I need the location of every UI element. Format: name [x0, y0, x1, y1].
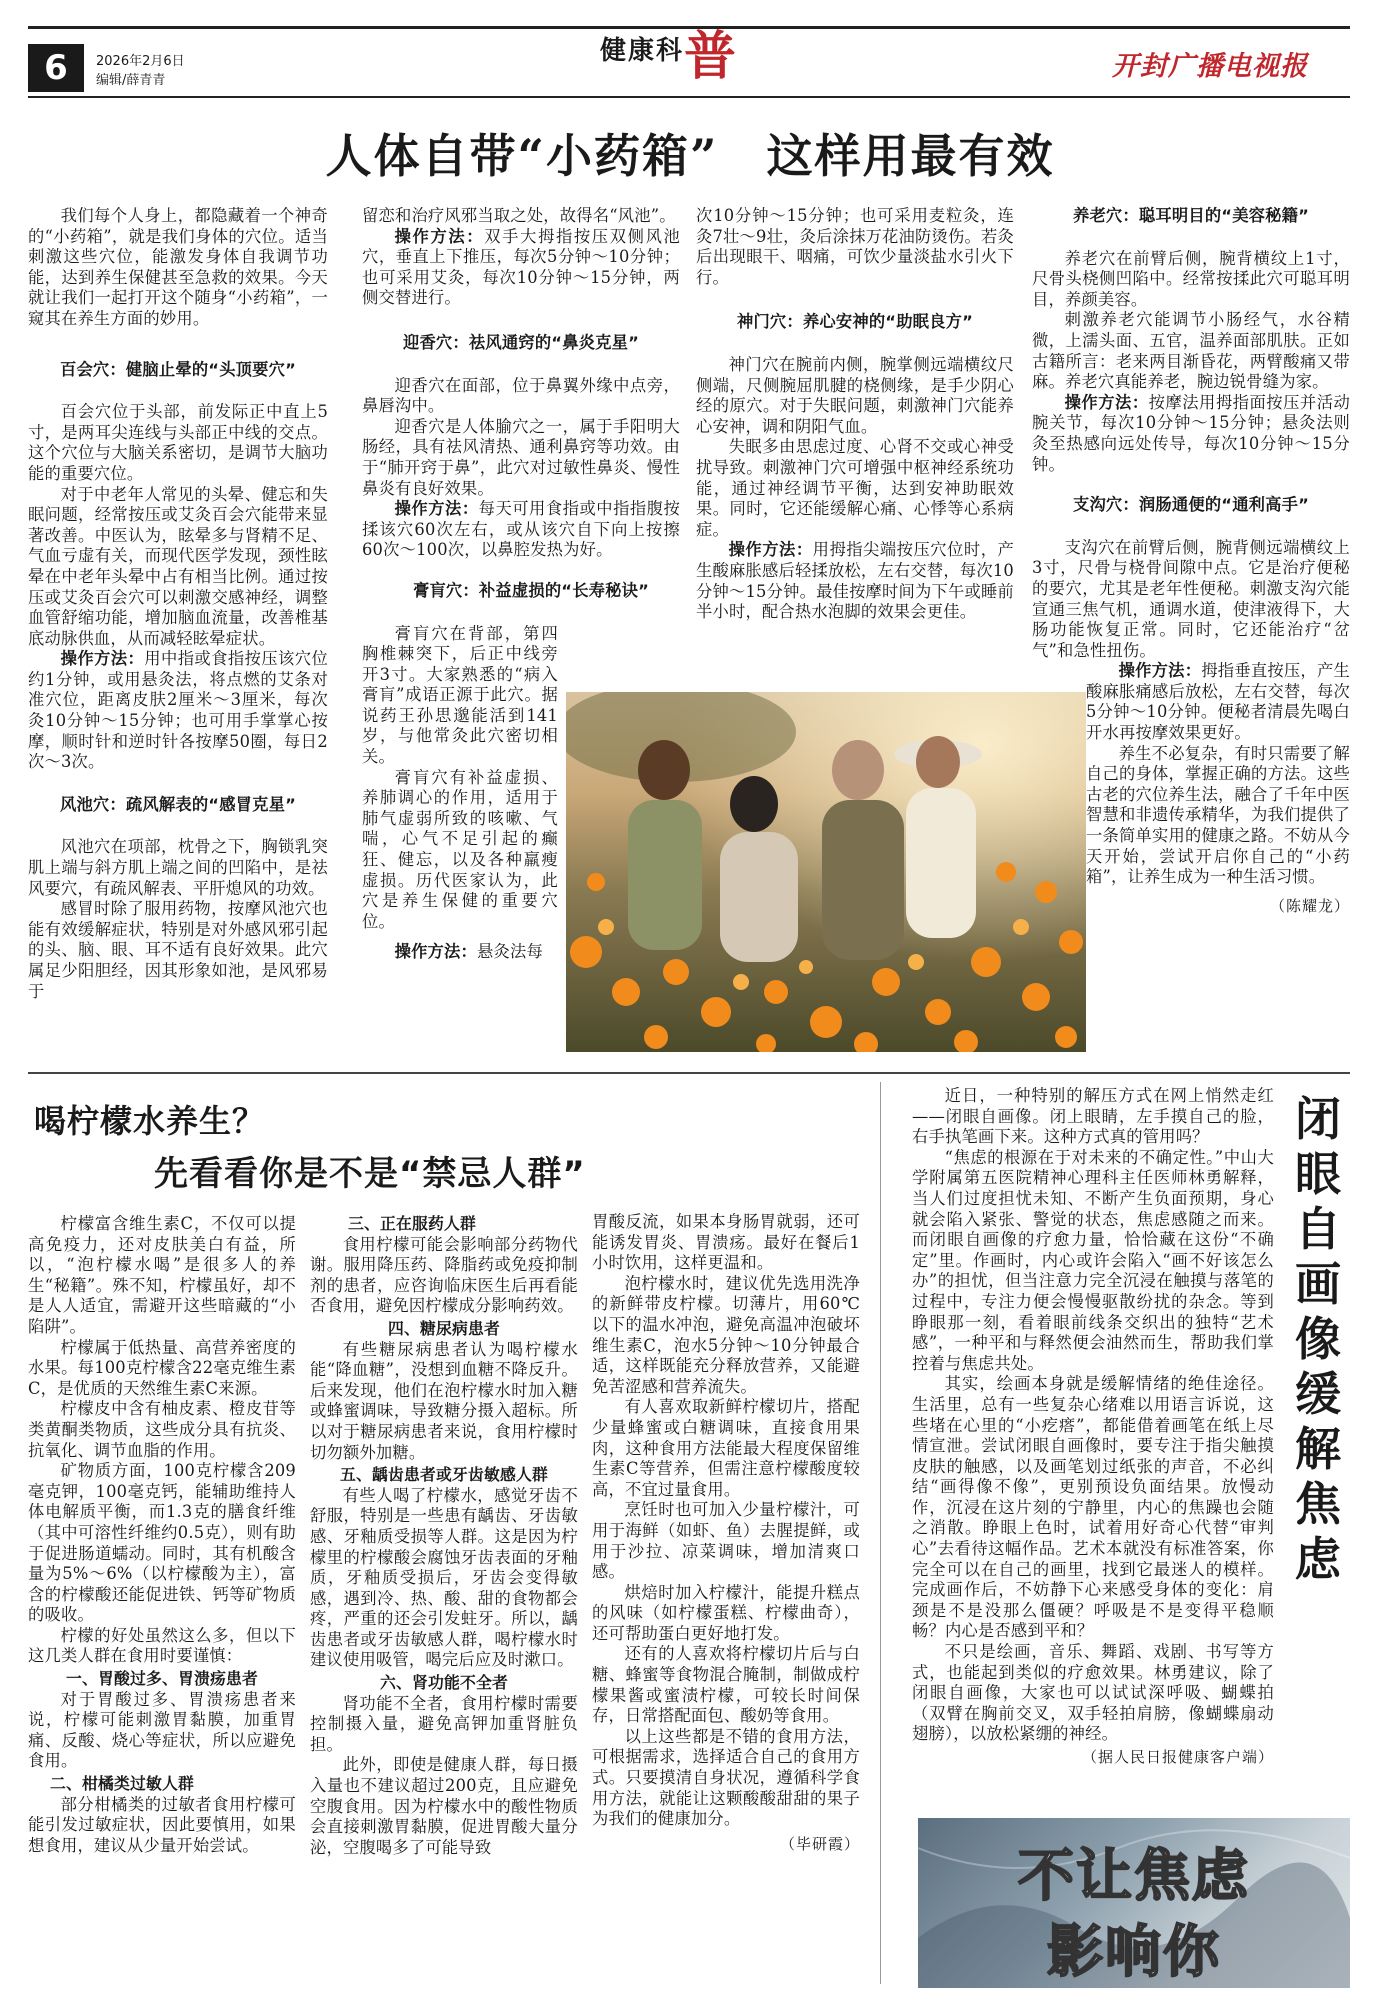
page-header — [0, 0, 1380, 100]
paragraph: 对于胃酸过多、胃溃疡患者来说，柠檬可能刺激胃黏膜，加重胃痛、反酸、烧心等症状，所以应避免食用。 — [28, 1689, 296, 1771]
article2-column-3 — [592, 1212, 860, 1992]
paragraph: 泡柠檬水时，建议优先选用洗净的新鲜带皮柠檬。切薄片，用60℃以下的温水冲泡，避免高温冲泡破坏维生素C，泡水5分钟～10分钟最合适，这样既能充分释放营养，又能避免苦涩感和营养流失。 — [592, 1273, 860, 1396]
paragraph: 柠檬的好处虽然这么多，但以下这几类人群在食用时要谨慎： — [28, 1625, 296, 1666]
operation-label: 操作方法： — [394, 942, 478, 962]
subheading-teeth: 五、龋齿患者或牙齿敏感人群 — [340, 1465, 548, 1485]
paragraph: 迎香穴是人体腧穴之一，属于手阳明大肠经，具有祛风清热、通利鼻窍等功效。由于“肺开窍于鼻”，此穴对过敏性鼻炎、慢性鼻炎有良好效果。 — [362, 416, 680, 498]
header-bottom-rule — [28, 96, 1350, 98]
column-title — [600, 26, 736, 90]
subheading-medication: 三、正在服药人群 — [348, 1214, 476, 1233]
operation-text: 按摩法用拇指面按压并活动腕关节，每次10分钟～15分钟；悬灸法则灸至热感向远处传导，每次10分钟～15分钟。 — [1032, 392, 1350, 474]
operation-paragraph — [362, 499, 680, 561]
operation-text: 悬灸法每 — [477, 942, 543, 962]
paragraph: 柠檬富含维生素C，不仅可以提高免疫力，还对皮肤美白有益，所以，“泡柠檬水喝”是很多人的养生“秘籍”。殊不知，柠檬虽好，却不是人人适宜，需避开这些暗藏的“小陷阱”。 — [28, 1214, 296, 1336]
paragraph: 养老穴在前臂后侧，腕背横纹上1寸，尺骨头桡侧凹陷中。经常按揉此穴可聪耳明目，养颜美容。 — [1032, 248, 1350, 309]
paragraph: 膏肓穴在背部，第四胸椎棘突下，后正中线旁开3寸。大家熟悉的“病入膏肓”成语正源于此穴。据说药王孙思邈能活到141岁，与他常灸此穴密切相关。 — [362, 623, 558, 767]
banner-line-1: 不让焦虑 — [1018, 1844, 1250, 1909]
editor-credit: 编辑/薛青青 — [96, 73, 166, 88]
operation-label: 操作方法： — [1118, 661, 1202, 681]
operation-text: 双手大拇指按压双侧风池穴，垂直上下推压，每次5分钟～10分钟；也可采用艾灸，每次10分钟～15分钟，两侧交替进行。 — [362, 226, 680, 308]
paragraph: 近日，一种特别的解压方式在网上悄然走红——闭眼自画像。闭上眼睛，左手摸自己的脸，右手执笔画下来。这种方式真的管用吗？ — [912, 1086, 1274, 1147]
article2-headline-1: 喝柠檬水养生？ — [34, 1102, 266, 1140]
paragraph: 此外，即使是健康人群，每日摄入量也不建议超过200克，且应避免空腹食用。因为柠檬水中的酸性物质会直接刺激胃黏膜，促进胃酸大量分泌，空腹喝多了可能导致 — [310, 1755, 578, 1857]
paragraph: 迎香穴在面部，位于鼻翼外缘中点旁，鼻唇沟中。 — [362, 375, 680, 416]
family-photo — [566, 692, 1086, 1052]
paragraph: 风池穴在项部，枕骨之下，胸锁乳突肌上端与斜方肌上端之间的凹陷中，是祛风要穴，有疏风解表、平肝熄风的功效。 — [28, 837, 328, 898]
article1-byline: （陈耀龙） — [1269, 896, 1350, 915]
paragraph: 我们每个人身上，都隐藏着一个神奇的“小药箱”，就是我们身体的穴位。适当刺激这些穴位，能激发身体自我调节功能，达到养生保健甚至急救的效果。今天就让我们一起打开这个随身“小药箱”，一窥其在养生方面的妙用。 — [28, 206, 328, 328]
anxiety-banner — [918, 1818, 1350, 1988]
subheading-stomach: 一、胃酸过多、胃溃疡患者 — [66, 1669, 258, 1689]
subheading-baihui: 百会穴：健脑止晕的“头顶要穴” — [59, 359, 297, 379]
article2-column-1 — [28, 1214, 296, 1994]
paragraph: 不只是绘画，音乐、舞蹈、戏剧、书写等方式，也能起到类似的疗愈效果。林勇建议，除了闭眼自画像，大家也可以试试深呼吸、蝴蝶拍（双臂在胸前交叉，双手轻拍肩膀，像蝴蝶扇动翅膀），以放松紧绷的神经。 — [912, 1642, 1274, 1744]
paragraph: 部分柑橘类的过敏者食用柠檬可能引发过敏症状，因此要慎用，如果想食用，建议从少量开始尝试。 — [28, 1794, 296, 1855]
operation-paragraph — [28, 649, 328, 773]
paragraph: 食用柠檬可能会影响部分药物代谢。服用降压药、降脂药或免疫抑制剂的患者，应咨询临床医生后再看能否食用，避免因柠檬成分影响药效。 — [310, 1234, 578, 1316]
subheading-diabetes: 四、糖尿病患者 — [388, 1318, 500, 1338]
operation-label: 操作方法： — [394, 499, 479, 519]
paragraph: 失眠多由思虑过度、心肾不交或心神受扰导致。刺激神门穴可增强中枢神经系统功能，通过神经调节平衡，达到安神助眠效果。同时，它还能缓解心痛、心悸等心系病症。 — [696, 437, 1014, 539]
page-number: 6 — [44, 48, 68, 88]
subheading-shenmen: 神门穴：养心安神的“助眠良方” — [736, 312, 974, 332]
paragraph: 有些人喝了柠檬水，感觉牙齿不舒服，特别是一些患有龋齿、牙齿敏感、牙釉质受损等人群。这是因为柠檬里的柠檬酸会腐蚀牙齿表面的牙釉质，牙釉质受损后，牙齿会变得敏感，遇到冷、热、酸、甜的食物都会疼，严重的还会引发蛀牙。所以，龋齿患者或牙齿敏感人群，喝柠檬水时建议使用吸管，喝完后应及时漱口。 — [310, 1485, 578, 1670]
subheading-kidney: 六、肾功能不全者 — [380, 1673, 508, 1693]
subheading-allergy: 二、柑橘类过敏人群 — [50, 1774, 194, 1794]
paragraph: 肾功能不全者，食用柠檬时需要控制摄入量，避免高钾加重肾脏负担。 — [310, 1693, 578, 1754]
subheading-fengchi: 风池穴：疏风解表的“感冒克星” — [59, 794, 297, 814]
paragraph: “焦虑的根源在于对未来的不确定性。”中山大学附属第五医院精神心理科主任医师林勇解释，当人们过度担忧未知、不断产生负面预期，身心就会陷入紧张、警觉的状态，焦虑感随之而来。而闭眼自画像的疗愈力量，恰恰藏在这份“不确定”里。作画时，内心或许会陷入“画不好该怎么办”的担忧，但当注意力完全沉浸在触摸与落笔的过程中，专注力便会慢慢驱散纷扰的杂念。等到睁眼那一刻，看着眼前线条交织出的独特“艺术感”，一种平和与释然便会油然而生，帮助我们掌控着与焦虑共处。 — [912, 1147, 1274, 1373]
paragraph: 矿物质方面，100克柠檬含209毫克钾，100毫克钙，能辅助维持人体电解质平衡，而1.3克的膳食纤维（其中可溶性纤维约0.5克），则有助于促进肠道蠕动。同时，其有机酸含量为5%～6%（以柠檬酸为主），富含的柠檬酸还能促进铁、钙等矿物质的吸收。 — [28, 1461, 296, 1625]
paragraph: 感冒时除了服用药物，按摩风池穴也能有效缓解症状，特别是对外感风邪引起的头、脑、眼、耳不适有良好效果。此穴属足少阳胆经，因其形象如池，是风邪易于 — [28, 899, 328, 1001]
article3-divider — [880, 1082, 881, 1984]
operation-paragraph — [1032, 393, 1350, 475]
paragraph: 有人喜欢取新鲜柠檬切片，搭配少量蜂蜜或白糖调味，直接食用果肉，这种食用方法能最大程度保留维生素C等营养，但需注意柠檬酸度较高，不宜过量食用。 — [592, 1397, 860, 1499]
article1-column-1 — [28, 206, 328, 1066]
paragraph: 烘焙时加入柠檬汁，能提升糕点的风味（如柠檬蛋糕、柠檬曲奇），还可帮助蛋白更好地打发。 — [592, 1582, 860, 1643]
article2-headline-2: 先看看你是不是“禁忌人群” — [154, 1154, 586, 1194]
paragraph: 膏肓穴有补益虚损、养肺调心的作用，适用于肺气虚弱所致的咳嗽、气喘，心气不足引起的癫狂、健忘，以及各种羸瘦虚损。历代医家认为，此穴是养生保健的重要穴位。 — [362, 767, 558, 931]
banner-line-2: 影响你 — [1047, 1920, 1221, 1985]
paragraph: 百会穴位于头部，前发际正中直上5寸，是两耳尖连线与头部正中线的交点。这个穴位与大脑关系密切，是调节大脑功能的重要穴位。 — [28, 402, 328, 483]
paragraph: 烹饪时也可加入少量柠檬汁，可用于海鲜（如虾、鱼）去腥提鲜，或用于沙拉、凉菜调味，增加清爽口感。 — [592, 1500, 860, 1582]
paragraph: 刺激养老穴能调节小肠经气，水谷精微，上濡头面、五官，温养面部肌肤。正如古籍所言：老来两目渐昏花，两臂酸痛又带麻。养老穴真能养老，腕边锐骨缝为家。 — [1032, 310, 1350, 392]
article3-byline: （据人民日报健康客户端） — [1081, 1748, 1274, 1766]
subheading-gaohuang: 膏肓穴：补益虚损的“长寿秘诀” — [412, 580, 650, 600]
operation-label: 操作方法： — [394, 226, 485, 246]
paragraph: 柠檬皮中含有柚皮素、橙皮苷等类黄酮类物质，这些成分具有抗炎、抗氧化、调节血脂的作用。 — [28, 1399, 296, 1460]
operation-paragraph — [696, 540, 1014, 622]
paragraph: 以上这些都是不错的食用方法，可根据需求，选择适合自己的食用方式。只要摸清自身状况，遵循科学食用方法，就能让这颗酸酸甜甜的果子为我们的健康加分。 — [592, 1726, 860, 1829]
article3-body — [912, 1086, 1274, 1806]
column-title-main: 健康科 — [600, 36, 685, 66]
operation-text: 用拇指尖端按压穴位时，产生酸麻胀感后轻揉放松，左右交替，每次10分钟～15分钟。最佳按摩时间为下午或睡前半小时，配合热水泡脚的效果会更佳。 — [696, 540, 1014, 622]
operation-text: 拇指垂直按压，产生酸麻胀痛感后放松，左右交替，每次5分钟～10分钟。便秘者清晨先喝白开水再按摩效果更好。 — [1086, 661, 1350, 743]
subheading-yingxiang: 迎香穴：祛风通窍的“鼻炎克星” — [402, 332, 640, 352]
operation-paragraph — [362, 942, 558, 963]
paragraph: 神门穴在腕前内侧，腕掌侧远端横纹尺侧端，尺侧腕屈肌腱的桡侧缘，是手少阴心经的原穴。对于失眠问题，刺激神门穴能养心安神，调和阴阳气血。 — [696, 354, 1014, 436]
page-number-box — [28, 44, 84, 92]
paragraph: 留恋和治疗风邪当取之处，故得名“风池”。 — [362, 206, 676, 225]
paragraph: 支沟穴在前臂后侧，腕背侧远端横纹上3寸，尺骨与桡骨间隙中点。它是治疗便秘的要穴，尤其是老年性便秘。刺激支沟穴能宣通三焦气机，通调水道，使津液得下，大肠功能恢复正常。同时，它还能治疗“岔气”和急性扭伤。 — [1032, 537, 1350, 660]
column-title-accent: 普 — [684, 27, 737, 87]
article1-column-3 — [696, 206, 1014, 686]
operation-label: 操作方法： — [1064, 392, 1149, 412]
paragraph: 柠檬属于低热量、高营养密度的水果。每100克柠檬含22毫克维生素C，是优质的天然维生素C来源。 — [28, 1337, 296, 1398]
article2-byline: （毕研霞） — [779, 1834, 860, 1853]
operation-text: 每天可用食指或中指指腹按揉该穴60次左右，或从该穴自下向上按擦60次～100次，以鼻腔发热为好。 — [362, 499, 680, 560]
section-divider — [28, 1072, 1350, 1074]
paragraph: 胃酸反流，如果本身肠胃就弱，还可能诱发胃炎、胃溃疡。最好在餐后1小时饮用，这样更温和。 — [592, 1212, 860, 1273]
paragraph: 有些糖尿病患者认为喝柠檬水能“降血糖”，没想到血糖不降反升。后来发现，他们在泡柠檬水时加入糖或蜂蜜调味，导致糖分摄入超标。所以对于糖尿病患者来说，食用柠檬时切勿额外加糖。 — [310, 1339, 578, 1462]
article1-headline: 人体自带“小药箱” 这样用最有效 — [325, 129, 1055, 183]
paragraph: 还有的人喜欢将柠檬切片后与白糖、蜂蜜等食物混合腌制，制做成柠檬果酱或蜜渍柠檬，可较长时间保存，日常搭配面包、酸奶等食用。 — [592, 1644, 860, 1726]
paragraph: 对于中老年人常见的头晕、健忘和失眠问题，经常按压或艾灸百会穴能带来显著改善。中医认为，眩晕多与肾精不足、气血亏虚有关，而现代医学发现，颈性眩晕在中老年头晕中占有相当比例。通过按压或艾灸百会穴可以刺激交感神经，调整血管舒缩功能，增加脑血流量，改善椎基底动脉供血，从而减轻眩晕症状。 — [28, 484, 328, 648]
operation-paragraph — [362, 227, 680, 309]
operation-paragraph — [1086, 661, 1350, 743]
issue-date: 2026年2月6日 — [96, 54, 185, 69]
subheading-zhigou: 支沟穴：润肠通便的“通利高手” — [1072, 495, 1310, 515]
article2-column-2 — [310, 1212, 578, 1992]
operation-label: 操作方法： — [60, 649, 145, 669]
newspaper-logo: 开封广播电视报 — [1112, 51, 1308, 82]
paragraph: 其实，绘画本身就是缓解情绪的绝佳途径。生活里，总有一些复杂心绪难以用语言诉说，这些堵在心里的“小疙瘩”，都能借着画笔在纸上尽情宣泄。尝试闭眼自画像时，要专注于指尖触摸皮肤的触感，以及画笔划过纸张的声音，不必纠结“画得像不像”，更别预设负面结果。放慢动作，沉浸在这片刻的宁静里，内心的焦躁也会随之消散。睁眼上色时，试着用好奇心代替“审判心”去看待这幅作品。艺术本就没有标准答案，你完全可以在自己的画里，找到它最迷人的模样。完成画作后，不妨静下心来感受身体的变化：肩颈是不是没那么僵硬？呼吸是不是变得平稳顺畅？内心是否感到平和？ — [912, 1374, 1274, 1641]
paragraph: 次10分钟～15分钟；也可采用麦粒灸，连灸7壮～9壮，灸后涂抹万花油防烫伤。若灸后出现眼干、咽痛，可饮少量淡盐水引火下行。 — [696, 206, 1014, 287]
photo-illustration — [566, 692, 1086, 1052]
operation-label: 操作方法： — [728, 540, 813, 560]
paragraph: 养生不必复杂，有时只需要了解自己的身体，掌握正确的方法。这些古老的穴位养生法，融合了千年中医智慧和非遗传承精华，为我们提供了一条简单实用的健康之路。不妨从今天开始，尝试开启你自己的“小药箱”，让养生成为一种生活习惯。 — [1086, 743, 1350, 887]
operation-text: 用中指或食指按压该穴位约1分钟，或用悬灸法，将点燃的艾条对准穴位，距离皮肤2厘米～3厘米，每次灸10分钟～15分钟；也可用手掌掌心按摩，顺时针和逆时针各按摩50圈，每日2次～3次。 — [28, 649, 328, 772]
article3-headline: 闭眼自画像缓解焦虑 — [1295, 1092, 1341, 1586]
subheading-yanglao: 养老穴：聪耳明目的“美容秘籍” — [1072, 206, 1310, 225]
